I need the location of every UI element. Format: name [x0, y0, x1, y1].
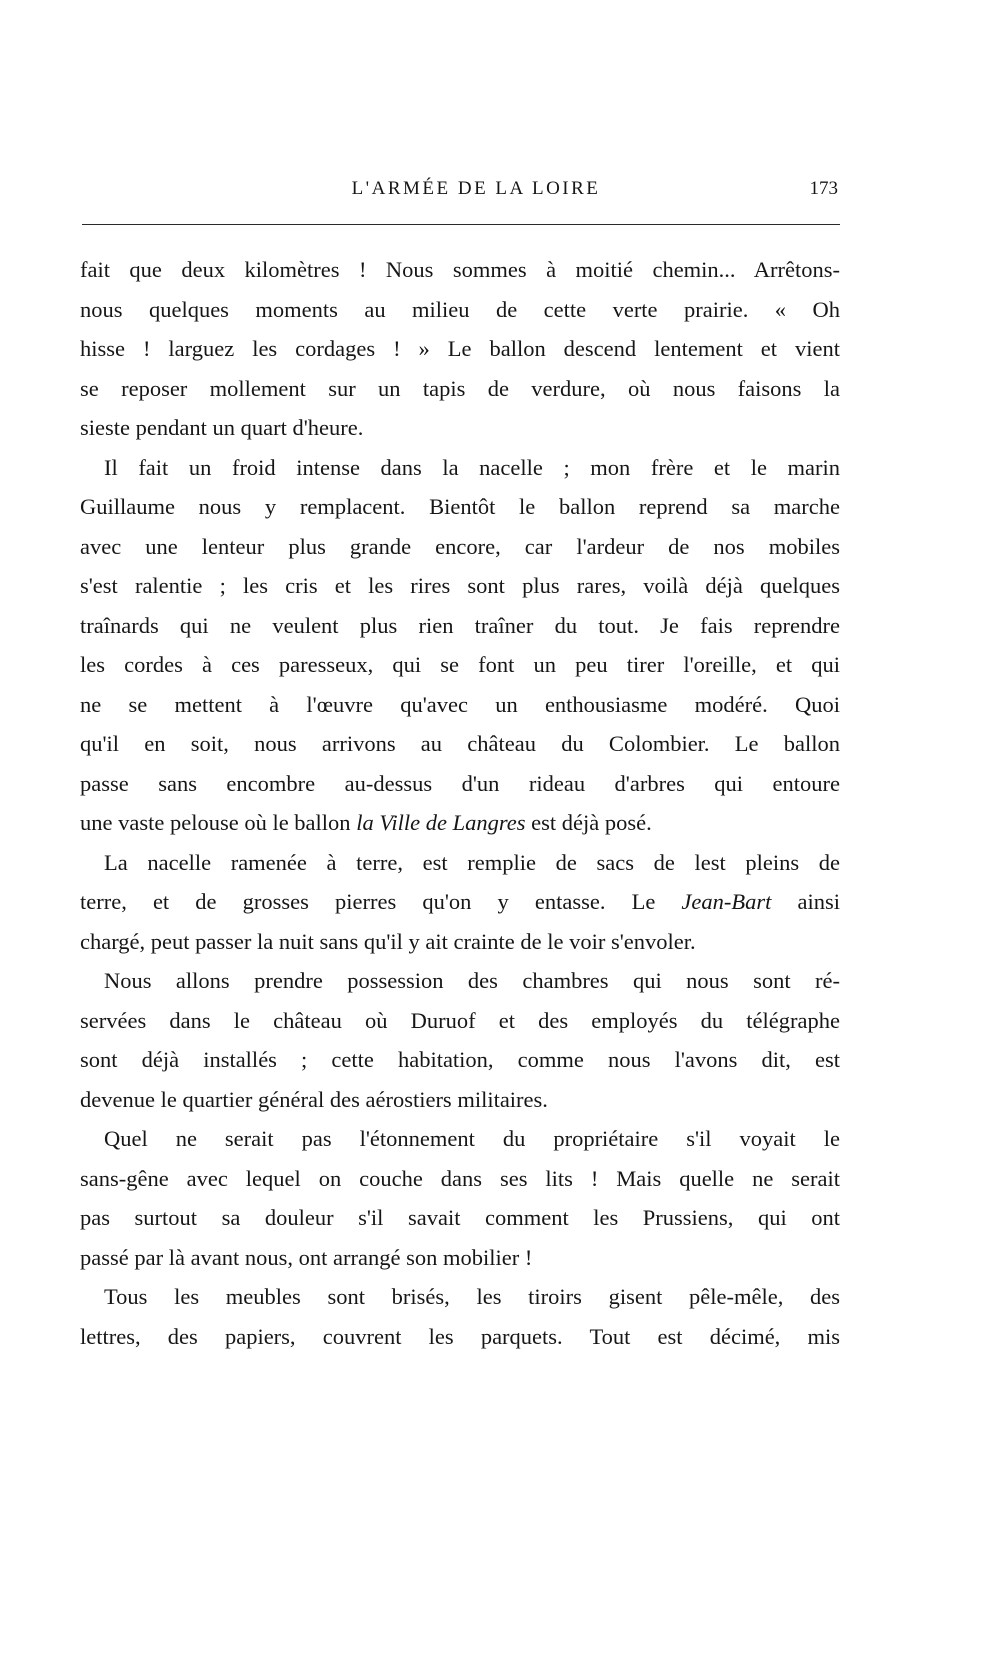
text-line: les cordes à ces paresseux, qui se font un peu tirer l'oreille, et qui: [80, 652, 840, 677]
text-line: Il fait un froid intense dans la nacelle ; mon frère et le marin: [104, 454, 840, 480]
text-line: Guillaume nous y remplacent. Bientôt le ballon reprend sa marche: [80, 494, 840, 519]
paragraph-1: [80, 250, 840, 448]
text-line: se reposer mollement sur un tapis de verdure, où nous faisons la: [80, 375, 840, 401]
text-line: servées dans le château où Duruof et des employés du télégraphe: [80, 1007, 840, 1033]
paragraph-3: [80, 843, 840, 962]
text-line: qu'il en soit, nous arrivons au château du Colombier. Le ballon: [80, 731, 840, 756]
text-line: Nous allons prendre possession des chambres qui nous sont ré-: [104, 968, 840, 993]
text-line: pas surtout sa douleur s'il savait comment les Prussiens, qui ont: [80, 1205, 840, 1230]
text-line: Tous les meubles sont brisés, les tiroirs gisent pêle-mêle, des: [104, 1284, 840, 1309]
text-run: est déjà posé.: [525, 810, 652, 835]
text-line: lettres, des papiers, couvrent les parquets. Tout est décimé, mis: [80, 1323, 840, 1349]
text-line: Quel ne serait pas l'étonnement du propriétaire s'il voyait le: [104, 1126, 840, 1151]
page-number: 173: [809, 178, 838, 199]
text-line: sieste pendant un quart d'heure.: [80, 415, 364, 440]
paragraph-2: [80, 448, 840, 843]
text-line: [80, 882, 840, 922]
paragraph-5: [80, 1119, 840, 1277]
text-line: avec une lenteur plus grande encore, car l'ardeur de nos mobiles: [80, 533, 840, 559]
page-header: [80, 178, 842, 208]
text-run: ainsi: [771, 889, 840, 914]
text-line: devenue le quartier général des aérostiers militaires.: [80, 1086, 548, 1112]
text-line: hisse ! larguez les cordages ! » Le ballon descend lentement et vient: [80, 336, 840, 361]
text-line: fait que deux kilomètres ! Nous sommes à moitié chemin... Arrêtons-: [80, 257, 840, 282]
text-line: [80, 803, 840, 843]
text-line: passé par là avant nous, ont arrangé son mobilier !: [80, 1244, 533, 1270]
text-line: passe sans encombre au-dessus d'un rideau d'arbres qui entoure: [80, 770, 840, 796]
text-line: traînards qui ne veulent plus rien traîner du tout. Je fais reprendre: [80, 612, 840, 638]
text-line: La nacelle ramenée à terre, est remplie de sacs de lest pleins de: [104, 849, 840, 875]
text-line: sont déjà installés ; cette habitation, comme nous l'avons dit, est: [80, 1047, 840, 1072]
paragraph-6: [80, 1277, 840, 1356]
italic-title: Jean-Bart: [681, 889, 772, 914]
italic-title: la Ville de Langres: [356, 810, 526, 835]
text-line: nous quelques moments au milieu de cette verte prairie. « Oh: [80, 296, 840, 322]
text-line: chargé, peut passer la nuit sans qu'il y ait crainte de le voir s'envoler.: [80, 928, 696, 954]
body-text: [80, 250, 840, 1356]
text-run: terre, et de grosses pierres qu'on y entasse. Le: [80, 889, 682, 914]
paragraph-4: [80, 961, 840, 1119]
text-run: une vaste pelouse où le ballon: [80, 810, 357, 835]
text-line: ne se mettent à l'œuvre qu'avec un enthousiasme modéré. Quoi: [80, 691, 840, 717]
text-line: s'est ralentie ; les cris et les rires sont plus rares, voilà déjà quelques: [80, 573, 840, 598]
text-line: sans-gêne avec lequel on couche dans ses lits ! Mais quelle ne serait: [80, 1165, 840, 1191]
header-rule: [82, 224, 840, 225]
running-head: L'ARMÉE DE LA LOIRE: [351, 178, 601, 199]
